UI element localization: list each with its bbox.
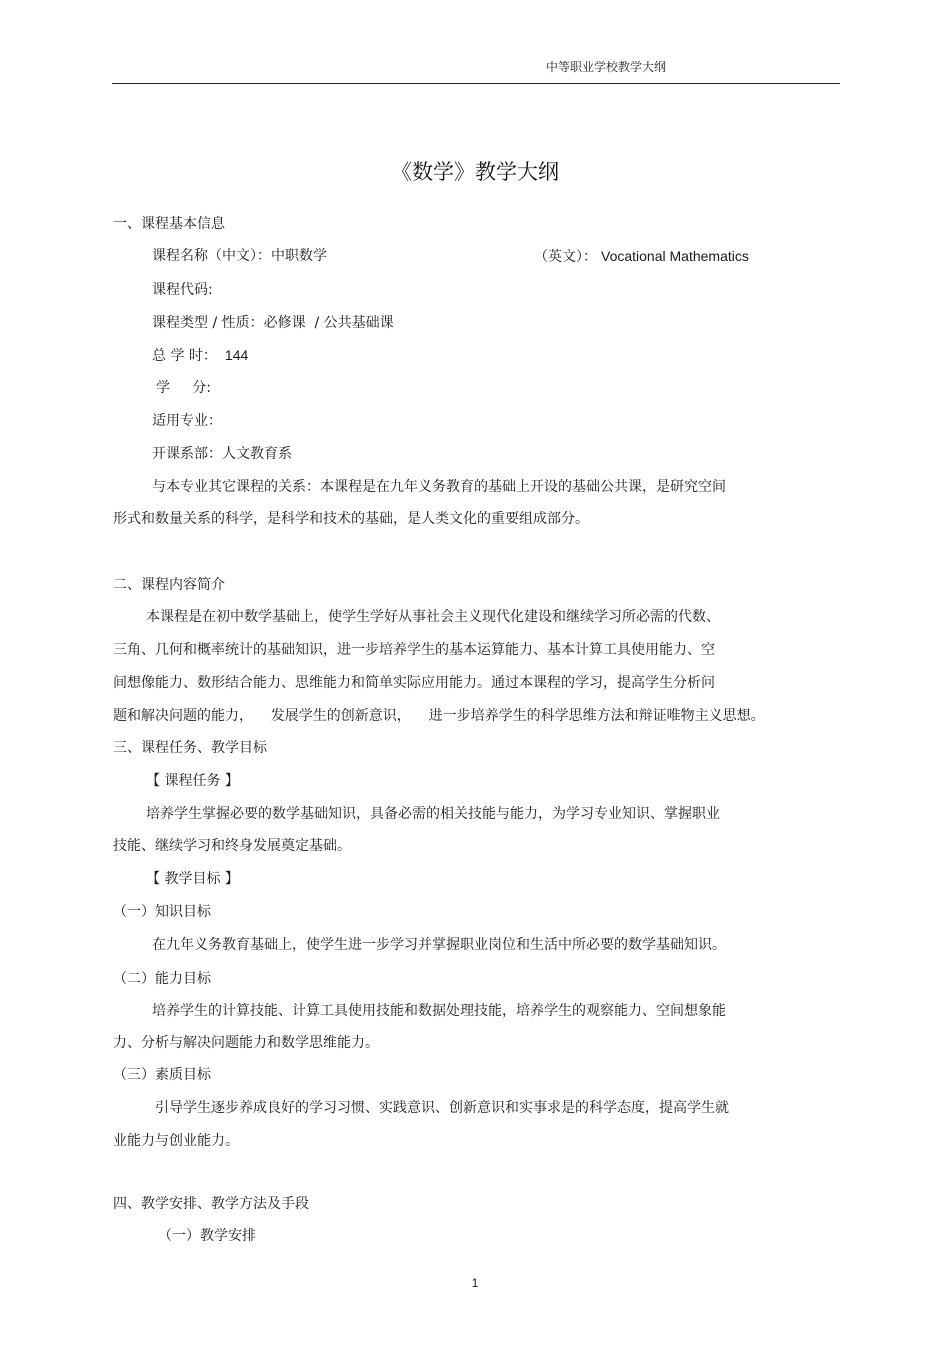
task-line-1: 培养学生掌握必要的数学基础知识，具备必需的相关技能与能力，为学习专业知识、掌握职业 [146, 806, 720, 822]
relation-line-2: 形式和数量关系的科学，是科学和技术的基础，是人类文化的重要组成部分。 [113, 511, 589, 527]
section3-heading: 三、课程任务、教学目标 [113, 740, 267, 756]
course-type: 课程类型 / 性质：必修课 / 公共基础课 [152, 315, 394, 331]
section2-line-1: 本课程是在初中数学基础上，使学生学好从事社会主义现代化建设和继续学习所必需的代数、 [146, 609, 720, 625]
course-name-cn: 课程名称（中文）：中职数学 [152, 248, 327, 264]
total-hours-row [152, 346, 248, 365]
knowledge-heading: （一）知识目标 [113, 904, 211, 920]
quality-line-2: 业能力与创业能力。 [113, 1133, 239, 1149]
applicable-major: 适用专业： [152, 413, 222, 429]
ability-line-1: 培养学生的计算技能、计算工具使用技能和数据处理技能，培养学生的观察能力、空间想象能 [152, 1003, 726, 1019]
total-hours-label: 总 学 时： [152, 348, 217, 364]
section2-line-2: 三角、几何和概率统计的基础知识，进一步培养学生的基本运算能力、基本计算工具使用能力、空 [113, 642, 715, 658]
ability-line-2: 力、分析与解决问题能力和数学思维能力。 [113, 1035, 379, 1051]
course-name-en-label: （英文）： [534, 249, 597, 265]
course-name-en-row [534, 247, 749, 266]
page-number: 1 [471, 1276, 479, 1290]
course-code: 课程代码: [152, 282, 213, 298]
course-name-en-value: Vocational Mathematics [601, 248, 749, 264]
section4-heading: 四、教学安排、教学方法及手段 [113, 1196, 309, 1212]
goal-heading: 【 教学目标 】 [146, 871, 239, 887]
document-title: 《数学》教学大纲 [391, 160, 559, 184]
ability-heading: （二）能力目标 [113, 971, 211, 987]
header-divider [112, 83, 840, 84]
credits: 学 分: [156, 380, 211, 396]
section2-heading: 二、课程内容简介 [113, 577, 225, 593]
total-hours-value: 144 [224, 347, 249, 363]
section1-heading: 一、课程基本信息 [113, 216, 225, 232]
task-line-2: 技能、继续学习和终身发展奠定基础。 [113, 838, 351, 854]
task-heading: 【 课程任务 】 [146, 773, 239, 789]
quality-heading: （三）素质目标 [113, 1067, 211, 1083]
section2-line-4: 题和解决问题的能力， 发展学生的创新意识， 进一步培养学生的科学思维方法和辩证唯物主义思想。 [113, 708, 765, 724]
quality-line-1: 引导学生逐步养成良好的学习习惯、实践意识、创新意识和实事求是的科学态度，提高学生就 [155, 1100, 729, 1116]
section4-subheading: （一）教学安排 [158, 1228, 256, 1244]
knowledge-text: 在九年义务教育基础上，使学生进一步学习并掌握职业岗位和生活中所必要的数学基础知识。 [152, 937, 726, 953]
section2-line-3: 间想像能力、数形结合能力、思维能力和简单实际应用能力。通过本课程的学习，提高学生分析问 [113, 675, 715, 691]
relation-line-1: 与本专业其它课程的关系：本课程是在九年义务教育的基础上开设的基础公共课，是研究空间 [152, 479, 726, 495]
department: 开课系部：人文教育系 [152, 446, 292, 462]
running-header-text: 中等职业学校教学大纲 [546, 60, 667, 74]
